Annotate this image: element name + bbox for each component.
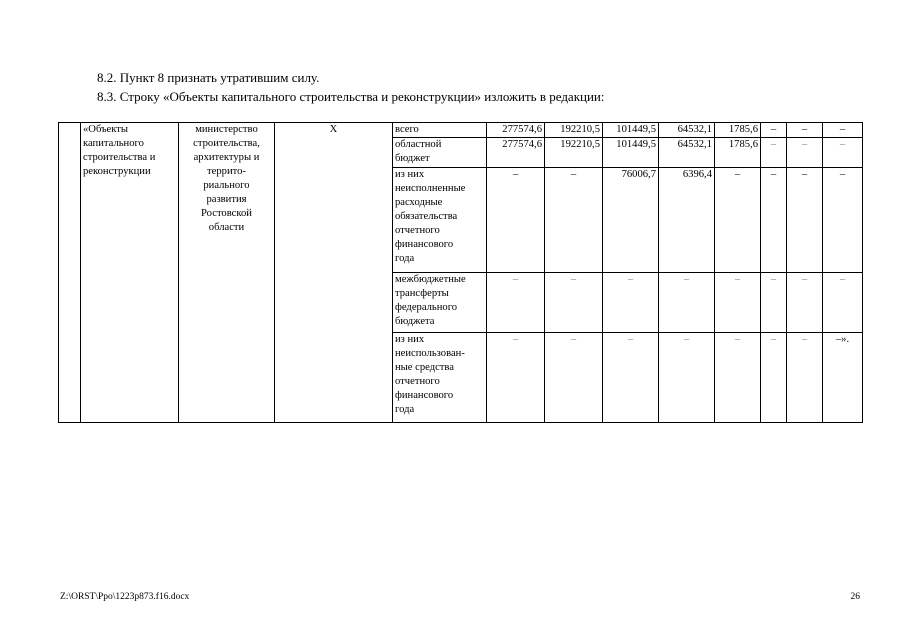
value-cell: 64532,1 [659,138,715,168]
cell-line: реконструкции [83,166,151,177]
cell-line: Ростовской [201,208,252,219]
cell-line: года [395,253,415,264]
cell-line: финансового [395,390,454,401]
value-cell: – [823,273,863,333]
value-cell: –». [823,333,863,423]
value-cell: – [761,333,787,423]
value-cell: – [487,168,545,273]
footer-page-number: 26 [850,592,860,602]
value-cell: 277574,6 [487,123,545,138]
cell-line: бюджета [395,316,435,327]
value-cell: – [761,138,787,168]
cell-line: межбюджетные [395,274,466,285]
cell-line: года [395,404,415,415]
value-cell: 101449,5 [603,138,659,168]
value-cell: – [787,168,823,273]
value-cell: 277574,6 [487,138,545,168]
table-row [59,123,863,138]
value-cell: – [823,138,863,168]
cell-line: отчетного [395,376,440,387]
value-cell: 192210,5 [545,138,603,168]
cell-line: министерство [195,124,258,135]
cell-line: строительства и [83,152,156,163]
budget-table [58,122,863,423]
index-cell [59,123,81,423]
cell-line: отчетного [395,225,440,236]
value-cell: – [715,273,761,333]
cell-line: из них [395,169,425,180]
cell-line: обязательства [395,211,458,222]
value-cell: – [761,168,787,273]
value-cell: – [761,273,787,333]
value-cell: 76006,7 [603,168,659,273]
cell-line: террито- [207,166,246,177]
funding-source-cell [393,123,487,138]
cell-line: неиспользован- [395,348,465,359]
cell-line: из них [395,334,425,345]
value-cell: – [545,333,603,423]
paragraph-8-3: 8.3. Строку «Объекты капитального строительства и реконструкции» изложить в редакции: [97,89,605,104]
value-cell: 101449,5 [603,123,659,138]
value-cell: – [487,333,545,423]
value-cell: – [761,123,787,138]
executor-cell [179,123,275,423]
value-cell: – [787,333,823,423]
funding-source-cell [393,168,487,273]
object-name-cell [81,123,179,423]
cell-line: всего [395,124,419,135]
value-cell: 64532,1 [659,123,715,138]
value-cell: – [787,123,823,138]
cell-line: расходные [395,197,443,208]
cell-line: федерального [395,302,458,313]
cell-line: строительства, [193,138,260,149]
value-cell: – [545,168,603,273]
cell-line: трансферты [395,288,449,299]
funding-source-cell [393,273,487,333]
footer-file-path: Z:\ORST\Ppo\1223p873.f16.docx [60,592,190,602]
value-cell: 192210,5 [545,123,603,138]
value-cell: – [715,168,761,273]
funding-source-cell [393,333,487,423]
value-cell: – [487,273,545,333]
cell-line: «Объекты [83,124,129,135]
cell-line: архитектуры и [193,152,260,163]
cell-line: ные средства [395,362,454,373]
cell-line: бюджет [395,153,430,164]
cell-line: капитального [83,138,144,149]
value-cell: 1785,6 [715,123,761,138]
cell-line: риального [203,180,250,191]
value-cell: 1785,6 [715,138,761,168]
cell-line: финансового [395,239,454,250]
value-cell: – [603,333,659,423]
paragraph-8-2: 8.2. Пункт 8 признать утратившим силу. [97,70,320,85]
value-cell: – [715,333,761,423]
value-cell: – [787,138,823,168]
value-cell: – [659,273,715,333]
value-cell: – [823,168,863,273]
funding-source-cell [393,138,487,168]
value-cell: – [659,333,715,423]
mark-cell: X [275,123,393,423]
cell-line: неисполненные [395,183,466,194]
cell-line: областной [395,139,442,150]
value-cell: – [545,273,603,333]
cell-line: области [208,222,245,233]
value-cell: – [787,273,823,333]
cell-line: развития [206,194,247,205]
value-cell: – [823,123,863,138]
value-cell: – [603,273,659,333]
value-cell: 6396,4 [659,168,715,273]
